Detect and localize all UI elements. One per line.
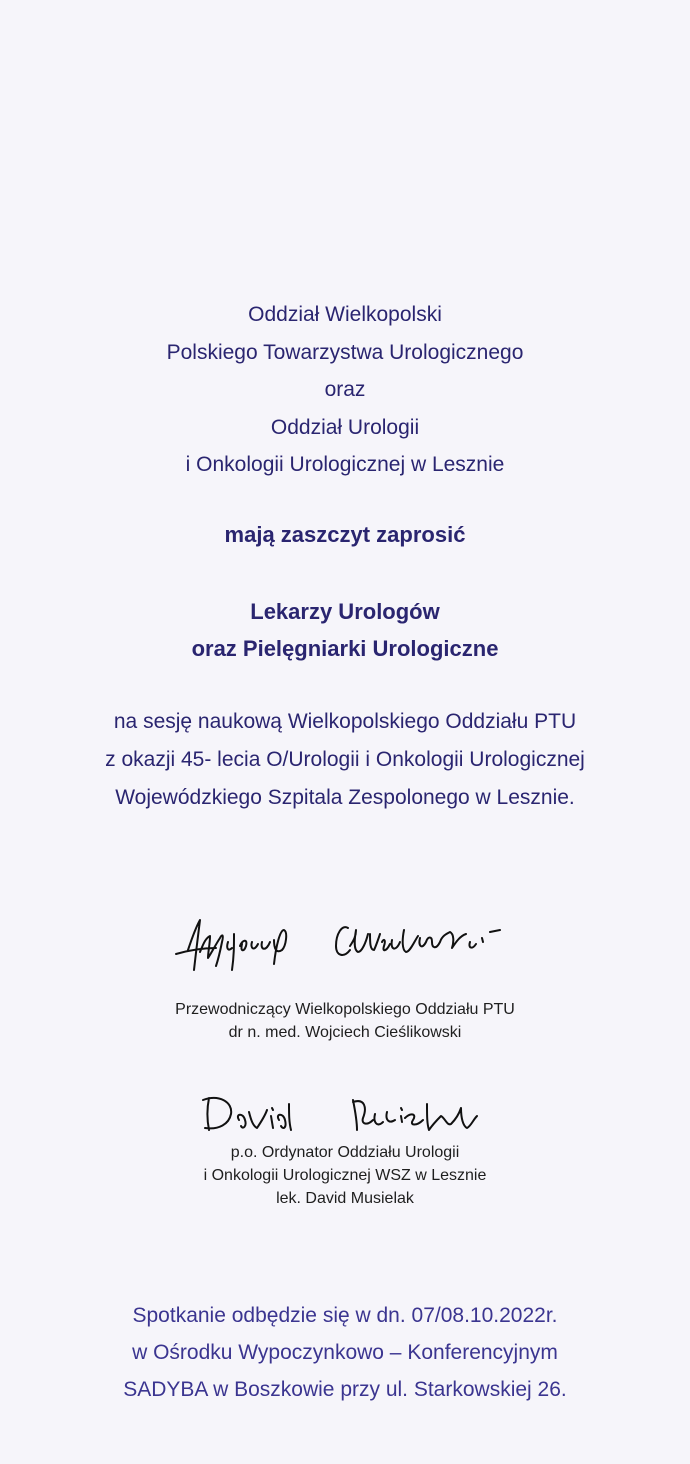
session-line: Wojewódzkiego Szpitala Zespolonego w Lesznie. <box>115 786 575 809</box>
organizer-line: oraz <box>324 378 366 401</box>
organizer-line: Polskiego Towarzystwa Urologicznego <box>166 340 524 364</box>
signatory-name: lek. David Musielak <box>276 1190 414 1207</box>
addressees-block <box>0 593 690 667</box>
signatory-name: dr n. med. Wojciech Cieślikowski <box>228 1024 462 1041</box>
addressee-line: oraz Pielęgniarki Urologiczne <box>191 636 499 661</box>
organizer-line: Oddział Urologii <box>270 415 420 439</box>
signature-2-image <box>195 1090 495 1135</box>
addressee-line: Lekarzy Urologów <box>250 599 440 624</box>
venue-block <box>0 1297 690 1408</box>
signatory-role: p.o. Ordynator Oddziału Urologii <box>230 1144 460 1161</box>
signature-1-image <box>170 912 515 982</box>
organizer-line: i Onkologii Urologicznej w Lesznie <box>185 453 505 476</box>
signatory-2-block <box>0 1141 690 1210</box>
venue-line: Spotkanie odbędzie się w dn. 07/08.10.2022r. <box>132 1304 558 1327</box>
organizers-block <box>0 296 690 484</box>
session-block <box>0 703 690 817</box>
signatory-role: Przewodniczący Wielkopolskiego Oddziału PTU <box>175 1001 515 1018</box>
invitation-phrase: mają zaszczyt zaprosić <box>224 522 466 547</box>
session-line: z okazji 45- lecia O/Urologii i Onkologii Urologicznej <box>105 748 585 771</box>
organizer-line: Oddział Wielkopolski <box>248 303 442 326</box>
session-line: na sesję naukową Wielkopolskiego Oddziału PTU <box>113 710 577 733</box>
venue-line: SADYBA w Boszkowie przy ul. Starkowskiej 26. <box>123 1378 567 1401</box>
venue-line: w Ośrodku Wypoczynkowo – Konferencyjnym <box>132 1341 558 1364</box>
signatory-role: i Onkologii Urologicznej WSZ w Lesznie <box>203 1167 487 1184</box>
signatory-1-block <box>0 998 690 1044</box>
